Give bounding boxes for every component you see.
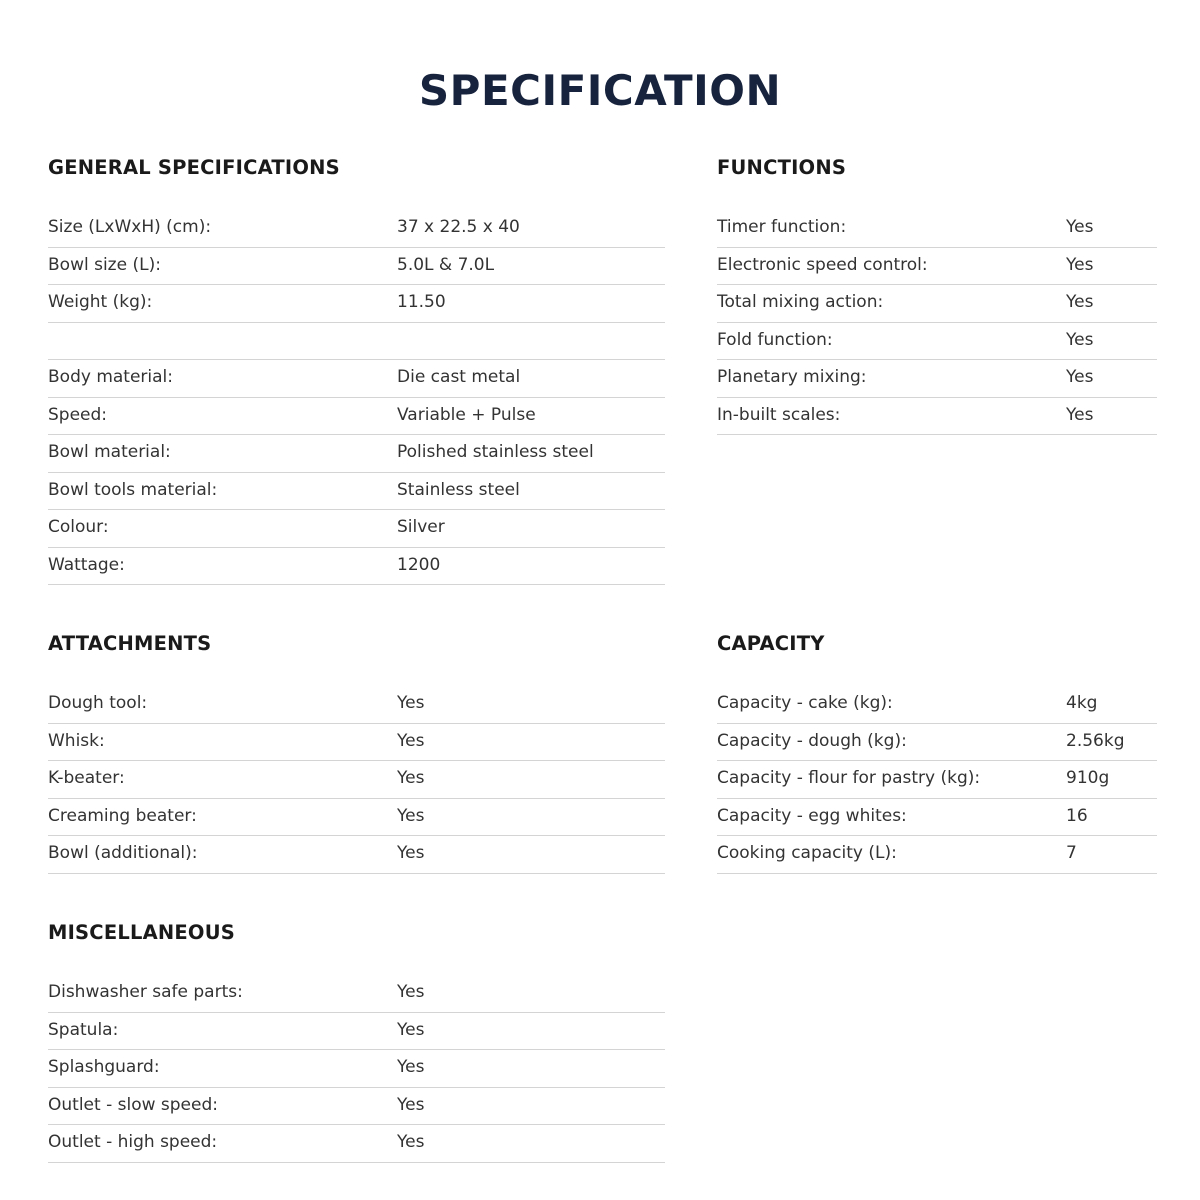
spec-label: Wattage: xyxy=(48,554,125,575)
spec-label: Capacity - flour for pastry (kg): xyxy=(717,768,981,788)
spec-label: Bowl material: xyxy=(48,442,171,462)
spec-row xyxy=(48,473,665,511)
attachments-section xyxy=(48,632,665,874)
spec-row xyxy=(717,686,1157,724)
spec-label: Dishwasher safe parts: xyxy=(48,982,243,1002)
spec-label: Dough tool: xyxy=(48,693,148,713)
spec-row xyxy=(48,799,665,837)
capacity-section xyxy=(717,632,1157,874)
spec-value: Yes xyxy=(397,843,425,863)
spec-value: Variable + Pulse xyxy=(397,404,536,425)
spec-value: Yes xyxy=(397,730,425,751)
spec-value: 7 xyxy=(1066,843,1077,863)
spec-row xyxy=(717,323,1157,361)
spec-value: 910g xyxy=(1066,768,1110,788)
section-title: MISCELLANEOUS xyxy=(48,921,235,944)
spec-row xyxy=(48,975,665,1013)
spec-value: Yes xyxy=(1066,367,1094,387)
spec-label: Whisk: xyxy=(48,730,105,751)
spec-label: Speed: xyxy=(48,404,108,425)
page-title: SPECIFICATION xyxy=(418,66,782,115)
spec-value: Yes xyxy=(397,693,425,713)
spec-row xyxy=(48,1088,665,1126)
spec-row xyxy=(717,836,1157,874)
spec-row xyxy=(717,360,1157,398)
spec-value: Yes xyxy=(1066,404,1094,425)
spec-value: Yes xyxy=(1066,329,1094,350)
section-title: ATTACHMENTS xyxy=(48,632,212,655)
section-title: FUNCTIONS xyxy=(717,156,847,179)
spec-row xyxy=(48,686,665,724)
spec-label: Creaming beater: xyxy=(48,805,197,826)
spec-label: K-beater: xyxy=(48,768,125,788)
spec-label: In-built scales: xyxy=(717,404,841,425)
spec-value: Die cast metal xyxy=(397,367,521,387)
spec-label: Outlet - slow speed: xyxy=(48,1094,218,1115)
spec-label: Size (LxWxH) (cm): xyxy=(48,217,212,237)
spec-value: Yes xyxy=(397,768,425,788)
spec-label: Capacity - cake (kg): xyxy=(717,693,893,713)
spec-row xyxy=(48,724,665,762)
spec-row xyxy=(48,1050,665,1088)
spec-table xyxy=(48,975,665,1163)
spec-row xyxy=(48,398,665,436)
spec-value: Silver xyxy=(397,517,445,537)
spec-label: Outlet - high speed: xyxy=(48,1132,218,1152)
spec-table xyxy=(48,686,665,874)
spec-row xyxy=(48,836,665,874)
spec-row xyxy=(48,248,665,286)
spec-value: Yes xyxy=(1066,254,1094,275)
spec-value: 4kg xyxy=(1066,693,1098,713)
spec-row xyxy=(48,548,665,586)
spec-value: 2.56kg xyxy=(1066,730,1125,751)
spec-row xyxy=(48,510,665,548)
spec-value: Yes xyxy=(397,1132,425,1152)
spec-value: 5.0L & 7.0L xyxy=(397,254,495,275)
spec-row xyxy=(717,210,1157,248)
spec-value: Yes xyxy=(1066,292,1094,312)
spec-row xyxy=(48,323,665,361)
spec-label: Capacity - dough (kg): xyxy=(717,730,907,751)
spec-label: Colour: xyxy=(48,517,109,537)
spec-value: Yes xyxy=(397,805,425,826)
spec-label: Timer function: xyxy=(717,217,847,237)
spec-row xyxy=(717,799,1157,837)
section-title: GENERAL SPECIFICATIONS xyxy=(48,156,340,179)
spec-row xyxy=(48,210,665,248)
spec-label: Electronic speed control: xyxy=(717,254,928,275)
spec-value: Yes xyxy=(1066,217,1094,237)
spec-label: Capacity - egg whites: xyxy=(717,805,907,826)
spec-row xyxy=(717,724,1157,762)
spec-label: Fold function: xyxy=(717,329,833,350)
spec-row xyxy=(48,360,665,398)
miscellaneous-section xyxy=(48,921,665,1163)
spec-label: Cooking capacity (L): xyxy=(717,843,897,863)
spec-label: Body material: xyxy=(48,367,174,387)
spec-label: Total mixing action: xyxy=(717,292,884,312)
spec-label: Weight (kg): xyxy=(48,292,153,312)
spec-row xyxy=(717,761,1157,799)
spec-row xyxy=(48,285,665,323)
spec-row xyxy=(48,435,665,473)
general-specifications-section xyxy=(48,156,665,585)
spec-label: Planetary mixing: xyxy=(717,367,867,387)
spec-value: Polished stainless steel xyxy=(397,442,594,462)
spec-value: 1200 xyxy=(397,554,441,575)
section-title: CAPACITY xyxy=(717,632,825,655)
spec-row xyxy=(48,1125,665,1163)
functions-section xyxy=(717,156,1157,435)
spec-label: Bowl tools material: xyxy=(48,479,218,500)
spec-table xyxy=(717,210,1157,435)
spec-row xyxy=(717,285,1157,323)
spec-value: Yes xyxy=(397,982,425,1002)
spec-value: Yes xyxy=(397,1094,425,1115)
spec-table xyxy=(48,210,665,585)
spec-label: Spatula: xyxy=(48,1019,119,1040)
spec-value: 16 xyxy=(1066,805,1088,826)
spec-value: Yes xyxy=(397,1057,425,1077)
spec-row xyxy=(48,1013,665,1051)
spec-value: 11.50 xyxy=(397,292,446,312)
spec-value: 37 x 22.5 x 40 xyxy=(397,217,520,237)
spec-label: Bowl size (L): xyxy=(48,254,161,275)
spec-value: Yes xyxy=(397,1019,425,1040)
spec-table xyxy=(717,686,1157,874)
spec-label: Splashguard: xyxy=(48,1057,160,1077)
spec-value: Stainless steel xyxy=(397,479,520,500)
spec-row xyxy=(717,248,1157,286)
spec-label: Bowl (additional): xyxy=(48,843,198,863)
spec-row xyxy=(48,761,665,799)
spec-row xyxy=(717,398,1157,436)
